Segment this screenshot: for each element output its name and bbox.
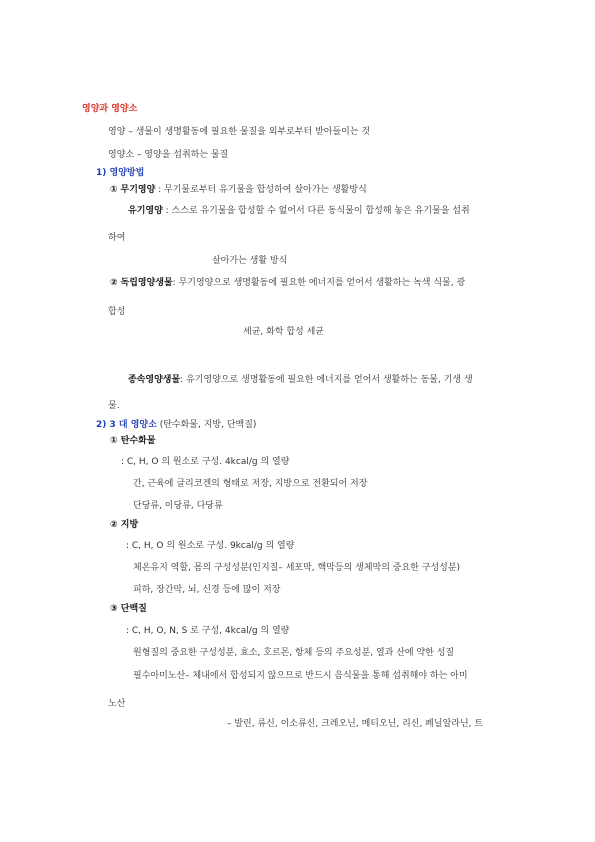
term-autotroph: 독립영양생물 (120, 278, 173, 288)
subheading-carbohydrate (110, 435, 156, 447)
item-autotroph (110, 277, 465, 289)
subheading-fat (110, 519, 138, 531)
item-number: ② (110, 278, 118, 288)
wrapped-text: 살아가는 생활 방식 (212, 256, 288, 266)
subheading-text: 지방 (120, 520, 139, 530)
protein-line-3: 필수아미노산– 체내에서 합성되지 않으므로 반드시 음식물을 통해 섭취해야 하는 아미 (133, 671, 468, 681)
subheading-text: 탄수화물 (120, 436, 156, 446)
item-number: ① (110, 185, 118, 195)
protein-line-1: : C, H, O, N, S 로 구성, 4kcal/g 의 열량 (126, 626, 290, 636)
definition-nutrition: 영양 – 생물이 생명활동에 필요한 물질을 외부로부터 받아들이는 것 (108, 127, 371, 137)
protein-line-4: – 발린, 류신, 이소류신, 크레오닌, 메티오닌, 리신, 페닐알라닌, 트 (227, 719, 484, 729)
wrapped-text: 물. (108, 401, 120, 411)
protein-line-2: 원형질의 중요한 구성성분, 효소, 호르몬, 항체 등의 주요성분, 열과 산에 약한 성질 (133, 648, 455, 658)
item-inorganic-nutrition (110, 184, 367, 196)
definition-nutrient: 영양소 – 영양을 섭취하는 물질 (108, 150, 229, 160)
wrapped-text: 합성 (108, 307, 126, 317)
carb-line-1: : C, H, O 의 원소로 구성. 4kcal/g 의 열량 (121, 457, 290, 467)
fat-line-3: 피하, 장간막, 뇌, 신경 등에 많이 저장 (133, 585, 281, 595)
subheading-text: 단백질 (120, 604, 147, 614)
item-organic-nutrition (128, 205, 470, 217)
subheading-protein (110, 603, 147, 615)
item-heterotroph (128, 374, 473, 386)
term-organic-nutrition: 유기영양 (128, 206, 163, 216)
definition-text: : 무기영양으로 생명활동에 필요한 에너지를 얻어서 생활하는 녹색 식물, 광 (172, 278, 466, 288)
wrapped-text: 세균, 화학 합성 세균 (243, 327, 324, 337)
wrapped-text: 노산 (108, 699, 126, 709)
wrapped-text: 하여 (108, 233, 126, 243)
section-heading-three-nutrients (96, 419, 256, 431)
section-heading-nutrition-methods: 1) 영양방법 (96, 168, 145, 178)
term-heterotroph: 종속영양생물 (128, 375, 181, 385)
carb-line-3: 단당류, 이당류, 다당류 (133, 501, 223, 511)
carb-line-2: 간, 근육에 글리코겐의 형태로 저장, 지방으로 전환되어 저장 (133, 479, 368, 489)
item-number: ③ (110, 604, 118, 614)
item-number: ② (110, 520, 118, 530)
fat-line-1: : C, H, O 의 원소로 구성. 9kcal/g 의 열량 (126, 541, 295, 551)
definition-text: : 유기영양으로 생명활동에 필요한 에너지를 얻어서 생활하는 동물, 기생 생 (180, 375, 473, 385)
section-heading-note: (탄수화물, 지방, 단백질) (159, 420, 257, 430)
definition-text: : 스스로 유기물을 합성할 수 없어서 다른 동식물이 합성해 놓은 유기물을 섭취 (165, 206, 470, 216)
definition-text: : 무기물로부터 유기물을 합성하여 살아가는 생활방식 (158, 185, 367, 195)
item-number: ① (110, 436, 118, 446)
page-title: 영양과 영양소 (82, 104, 138, 114)
term-inorganic-nutrition: 무기영양 (120, 185, 156, 195)
fat-line-2: 체온유지 역할, 몸의 구성성분(인지질– 세포막, 핵막등의 생체막의 중요한 구성성분) (133, 563, 461, 573)
section-heading-text: 2) 3 대 영양소 (96, 420, 157, 430)
